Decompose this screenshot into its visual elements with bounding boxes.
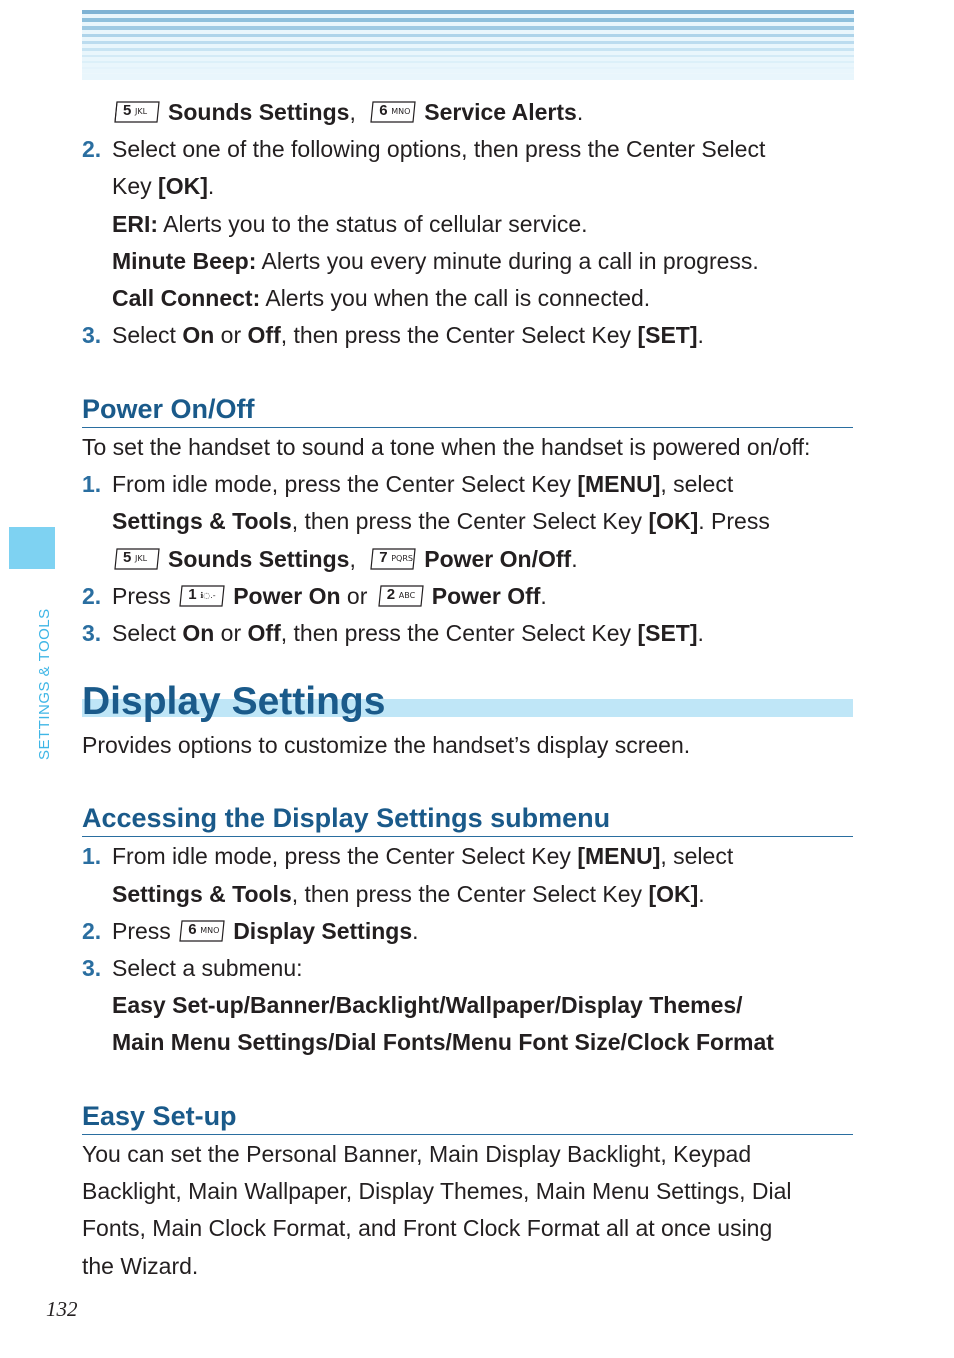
key-5-icon: 5 JKL — [114, 101, 160, 123]
step-key-line: 5 JKL Sounds Settings, 7 PQRS Power On/Off. — [112, 544, 578, 574]
step-key-line: Press 6 MNO Display Settings. — [112, 918, 419, 944]
step-number: 3. — [82, 955, 102, 981]
side-tab-marker — [9, 527, 55, 569]
page-number: 132 — [46, 1297, 78, 1321]
step-number: 1. — [82, 843, 102, 869]
step-number: 2. — [82, 918, 102, 944]
chapter-heading — [82, 680, 853, 724]
step-number: 2. — [82, 136, 102, 162]
key-2-icon: 2 ABC — [378, 585, 424, 607]
step-text: From idle mode, press the Center Select Key [MENU], select — [112, 843, 734, 869]
paragraph-line: Backlight, Main Wallpaper, Display Themes, Main Menu Settings, Dial — [82, 1178, 792, 1204]
section-heading-easy-setup: Easy Set-up — [82, 1099, 853, 1135]
option-eri: ERI: Alerts you to the status of cellular service. — [112, 211, 588, 237]
option-power-off: Power Off — [431, 583, 541, 609]
submenu-list: Main Menu Settings/Dial Fonts/Menu Font Size/Clock Format — [112, 1029, 774, 1055]
paragraph-line: You can set the Personal Banner, Main Display Backlight, Keypad — [82, 1141, 752, 1167]
submenu-list: Easy Set-up/Banner/Backlight/Wallpaper/Display Themes/ — [112, 992, 743, 1018]
step-key-line: Press 1 ℹ◌.- Power On or 2 ABC Power Off. — [112, 583, 547, 609]
step-text: Select On or Off, then press the Center Select Key [SET]. — [112, 322, 704, 348]
step-number: 3. — [82, 322, 102, 348]
step-text: From idle mode, press the Center Select Key [MENU], select — [112, 471, 734, 497]
step-text: Select On or Off, then press the Center Select Key [SET]. — [112, 620, 704, 646]
sidebar-section-label: SETTINGS & TOOLS — [36, 608, 53, 760]
menu-item-display-settings: Display Settings — [233, 918, 413, 944]
menu-item-power-on-off: Power On/Off — [424, 546, 572, 572]
section-heading-accessing: Accessing the Display Settings submenu — [82, 801, 853, 837]
power-intro: To set the handset to sound a tone when the handset is powered on/off: — [82, 434, 811, 460]
step-text: Settings & Tools, then press the Center Select Key [OK]. Press — [112, 508, 770, 534]
page-title: Display Settings — [82, 680, 386, 723]
menu-item-service-alerts: Service Alerts — [424, 99, 577, 125]
paragraph-line: the Wizard. — [82, 1253, 199, 1279]
menu-item-sounds-settings: Sounds Settings — [168, 99, 350, 125]
option-power-on: Power On — [233, 583, 341, 609]
step-text: Select one of the following options, then press the Center Select — [112, 136, 766, 162]
top-key-line: 5 JKL Sounds Settings, 6 MNO Service Alerts. — [112, 97, 583, 127]
key-7-icon: 7 PQRS — [370, 548, 416, 570]
menu-item-sounds-settings: Sounds Settings — [168, 546, 350, 572]
key-1-icon: 1 ℹ◌.- — [179, 585, 225, 607]
section-heading-power: Power On/Off — [82, 392, 853, 428]
key-5-icon: 5 JKL — [114, 548, 160, 570]
step-number: 1. — [82, 471, 102, 497]
option-minute-beep: Minute Beep: Alerts you every minute during a call in progress. — [112, 248, 759, 274]
option-call-connect: Call Connect: Alerts you when the call is connected. — [112, 285, 651, 311]
step-number: 2. — [82, 583, 102, 609]
key-6-icon: 6 MNO — [370, 101, 416, 123]
key-6-icon: 6 MNO — [179, 920, 225, 942]
step-text: Key [OK]. — [112, 173, 215, 199]
step-text: Settings & Tools, then press the Center Select Key [OK]. — [112, 881, 705, 907]
paragraph-line: Fonts, Main Clock Format, and Front Clock Format all at once using — [82, 1215, 773, 1241]
step-text: Select a submenu: — [112, 955, 303, 981]
header-stripes — [82, 10, 854, 80]
step-number: 3. — [82, 620, 102, 646]
display-intro: Provides options to customize the handset’s display screen. — [82, 732, 691, 758]
